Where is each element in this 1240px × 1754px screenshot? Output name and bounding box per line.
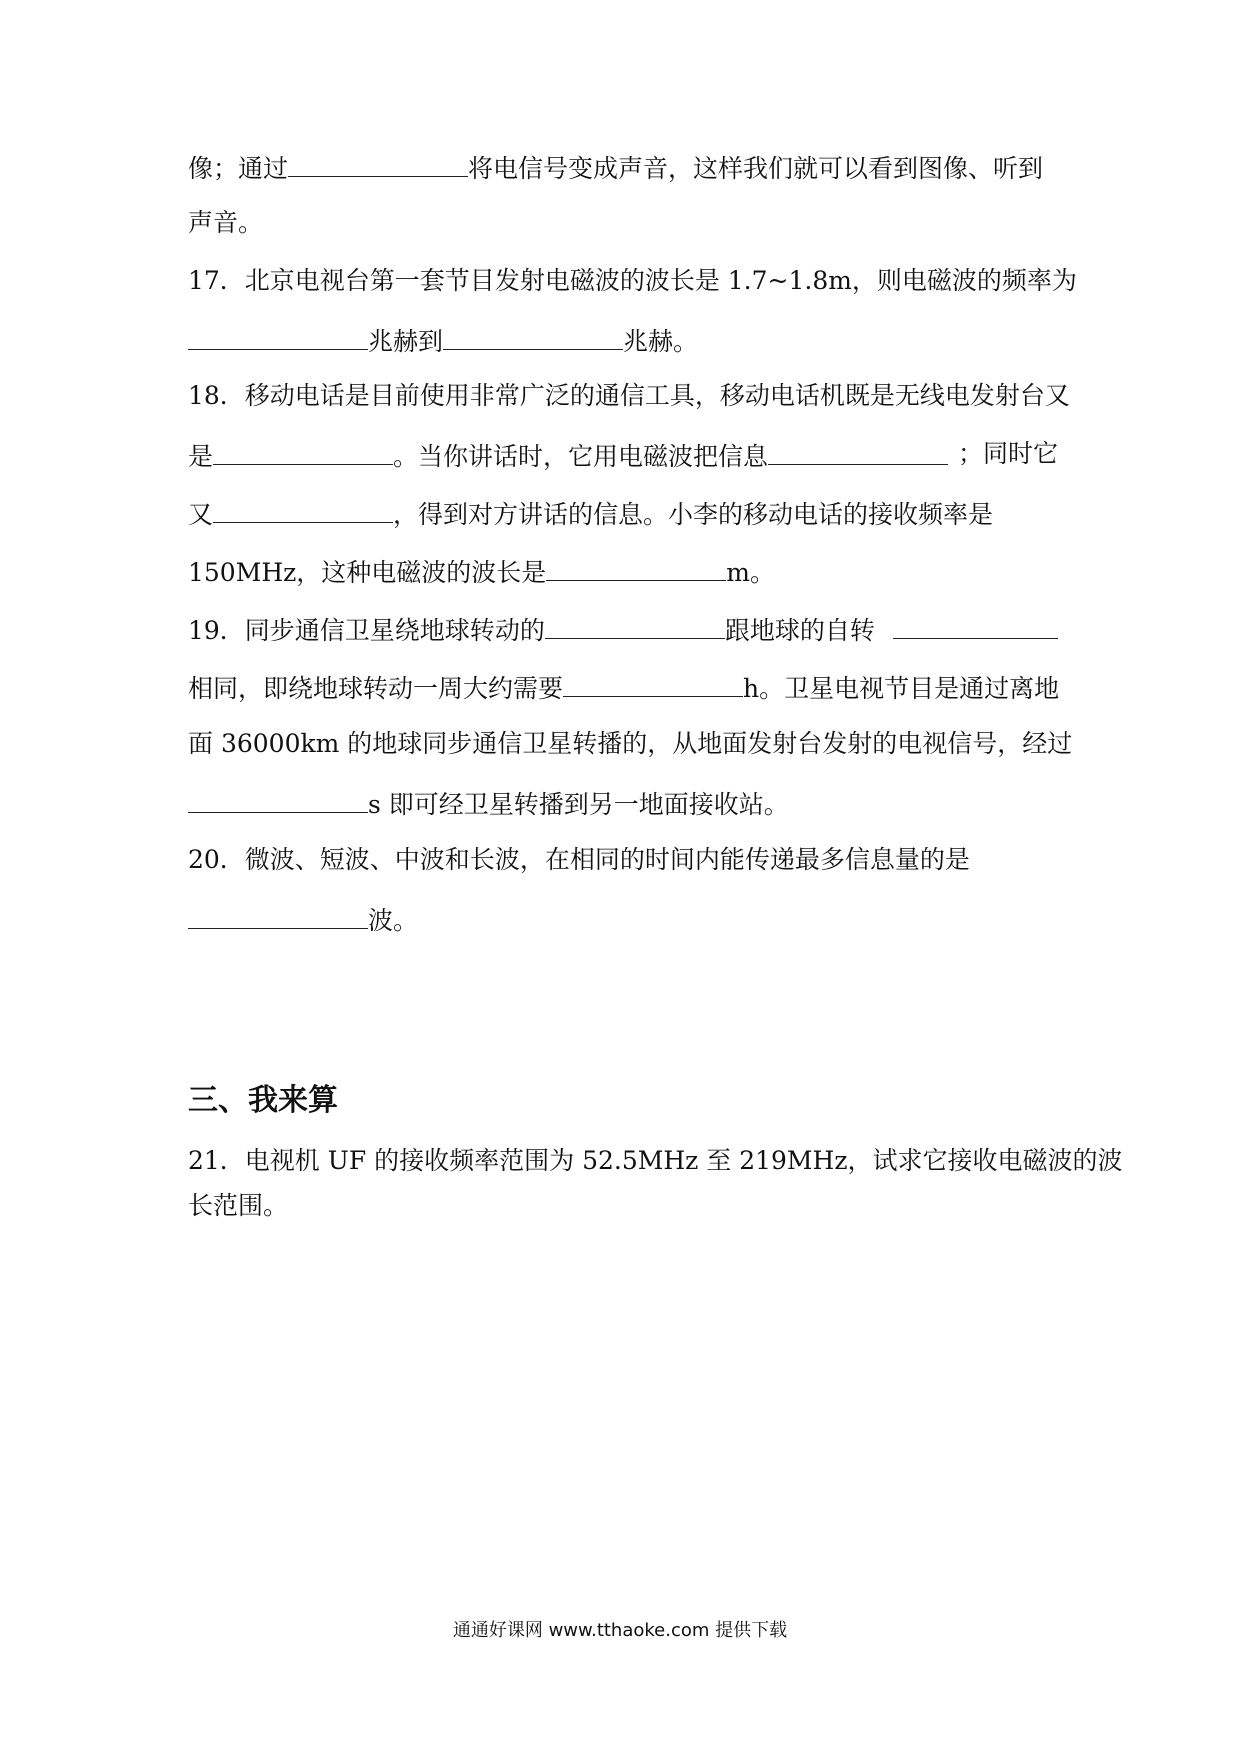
q16-line1 xyxy=(188,150,1058,185)
answer-blank[interactable] xyxy=(443,323,623,350)
q20-line1: 20．微波、短波、中波和长波，在相同的时间内能传递最多信息量的是 xyxy=(188,845,970,874)
q18-text-e: ，得到对方讲话的信息。小李的移动电话的接收频率是 xyxy=(393,500,994,529)
q19-line1 xyxy=(188,612,1058,647)
q17-unit2: 兆赫。 xyxy=(623,327,699,356)
q20-text: 波。 xyxy=(368,906,419,935)
q19-text-a: 19．同步通信卫星绕地球转动的 xyxy=(188,616,545,645)
q19-text-c: 相同，即绕地球转动一周大约需要 xyxy=(188,674,564,703)
q18-line4 xyxy=(188,554,1058,589)
q18-text-f: 150MHz，这种电磁波的波长是 xyxy=(188,558,547,587)
answer-blank[interactable] xyxy=(188,323,368,350)
q21-line2: 长范围。 xyxy=(188,1191,289,1220)
answer-blank[interactable] xyxy=(563,670,743,697)
q18-text-c: ；同时它 xyxy=(957,439,1058,468)
q16-text-b: 将电信号变成声音，这样我们就可以看到图像、听到 xyxy=(468,154,1044,183)
q17-line1 xyxy=(188,265,1077,297)
q18-line2 xyxy=(188,438,1058,473)
q16-text-a: 像；通过 xyxy=(188,154,289,183)
q19-text-b: 跟地球的自转 xyxy=(724,616,875,645)
answer-blank[interactable] xyxy=(213,438,393,465)
answer-blank[interactable] xyxy=(893,612,1058,639)
q17-line2 xyxy=(188,323,1058,358)
answer-blank[interactable] xyxy=(545,612,725,639)
q19-line3: 面 36000km 的地球同步通信卫星转播的，从地面发射台发射的电视信号，经过 xyxy=(188,729,1073,758)
q18-text-b: 。当你讲话时，它用电磁波把信息 xyxy=(393,442,769,471)
answer-blank[interactable] xyxy=(288,150,468,177)
answer-blank[interactable] xyxy=(546,554,726,581)
answer-blank[interactable] xyxy=(768,438,948,465)
q17-text: 17．北京电视台第一套节目发射电磁波的波长是 1.7~1.8m，则电磁波的频率为 xyxy=(188,266,1077,295)
q19-text-e: s 即可经卫星转播到另一地面接收站。 xyxy=(368,790,789,819)
q19-text-d: h。卫星电视节目是通过离地 xyxy=(743,674,1060,703)
page-footer: 通通好课网 www.tthaoke.com 提供下载 xyxy=(452,1620,788,1641)
q18-text-d: 又 xyxy=(188,500,214,529)
q18-text-a: 是 xyxy=(188,442,214,471)
section-heading: 三、我来算 xyxy=(188,1083,338,1118)
q19-line4 xyxy=(188,786,1058,821)
q18-line3 xyxy=(188,496,1058,531)
q16-line2: 声音。 xyxy=(188,208,264,237)
answer-blank[interactable] xyxy=(188,786,368,813)
q20-line2 xyxy=(188,902,1058,937)
answer-blank[interactable] xyxy=(188,902,368,929)
q21-line1: 21．电视机 UF 的接收频率范围为 52.5MHz 至 219MHz，试求它接收电磁波的波 xyxy=(188,1146,1123,1175)
q17-unit1: 兆赫到 xyxy=(368,327,444,356)
answer-blank[interactable] xyxy=(213,496,393,523)
q19-line2 xyxy=(188,670,1058,705)
q18-line1: 18．移动电话是目前使用非常广泛的通信工具，移动电话机既是无线电发射台又 xyxy=(188,381,1070,410)
q18-text-g: m。 xyxy=(726,558,776,587)
